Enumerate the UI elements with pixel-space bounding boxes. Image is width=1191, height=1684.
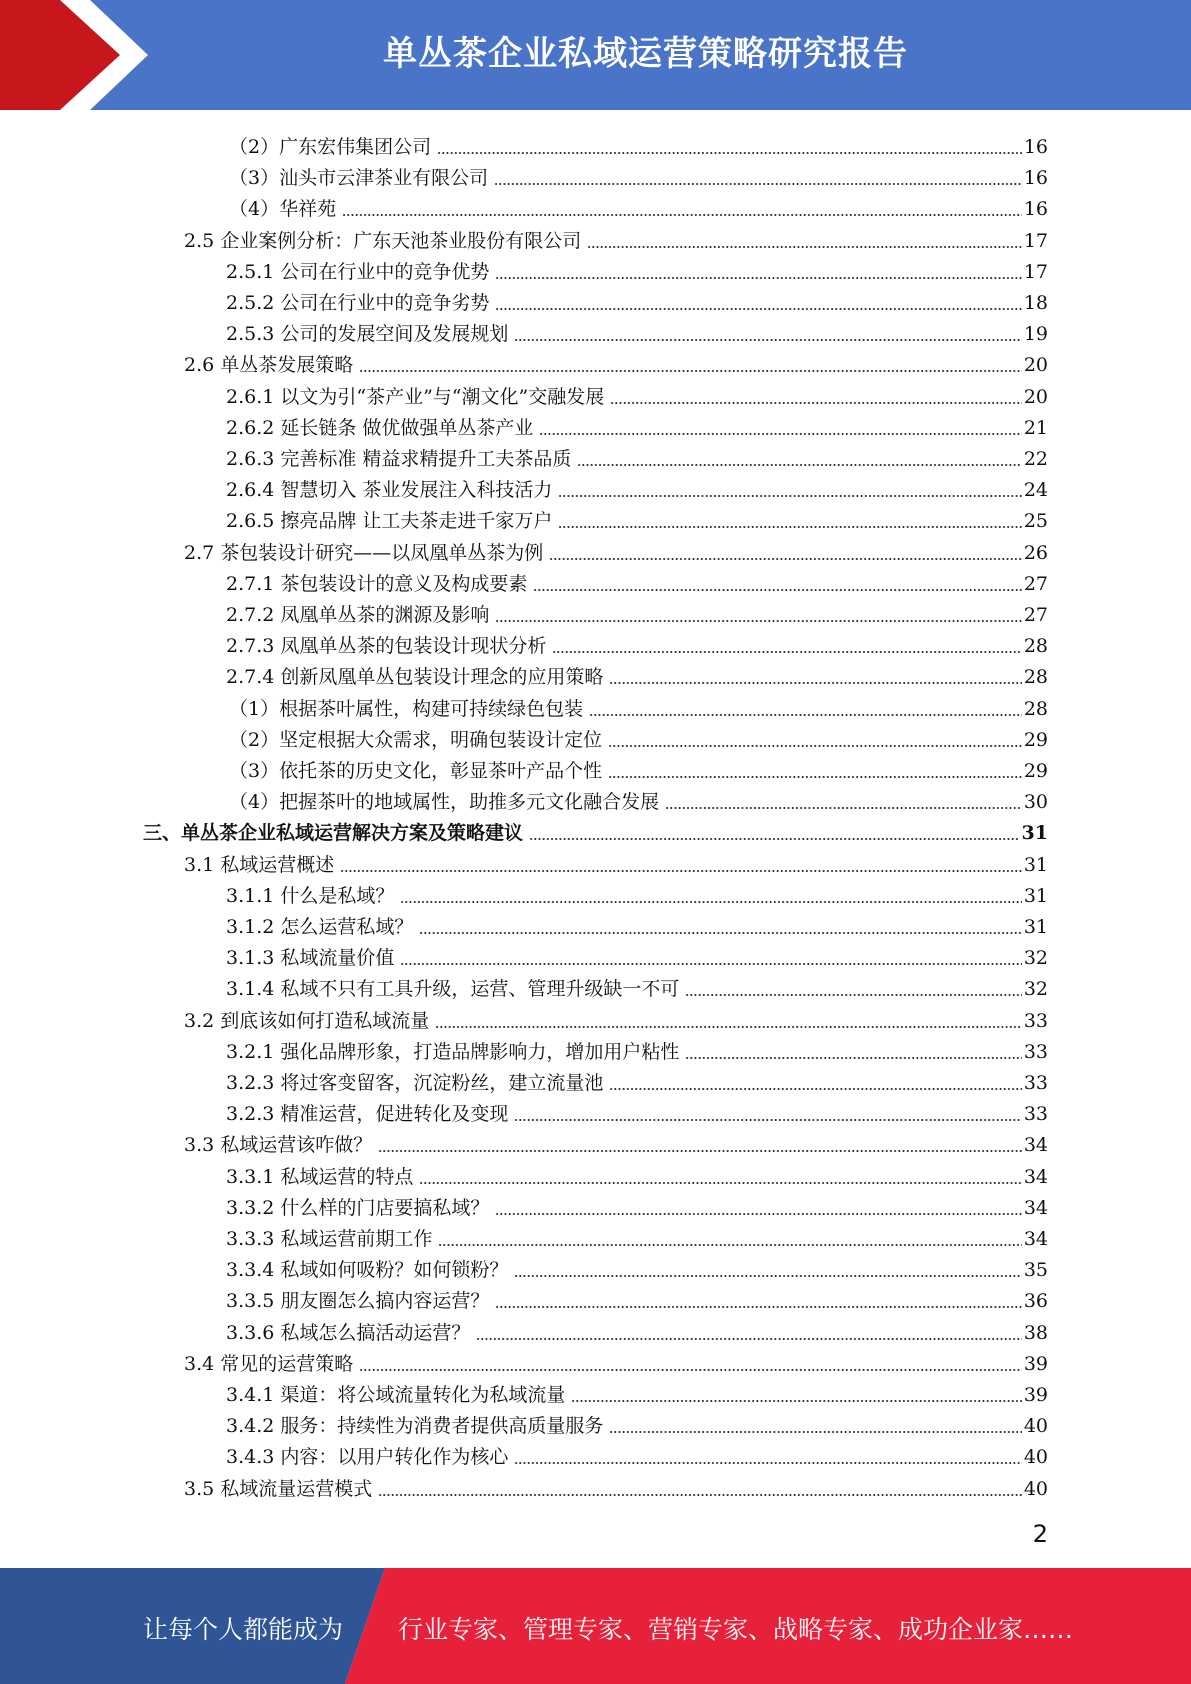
toc-entry[interactable]	[226, 1064, 1048, 1095]
toc-entry-title: 2.5.2 公司在行业中的竞争劣势	[226, 292, 490, 314]
toc-entry-title: 3.5 私域流量运营模式	[184, 1477, 373, 1500]
toc-entry-page: 17	[1023, 260, 1048, 283]
toc-entry-page: 16	[1023, 136, 1048, 158]
toc-dot-leader	[400, 901, 1021, 903]
toc-entry[interactable]	[226, 502, 1048, 533]
toc-dot-leader	[435, 1026, 1022, 1028]
toc-entry-title: 3.1.1 什么是私域？	[226, 884, 395, 907]
toc-entry-title: 3.3.6 私域怎么搞活动运营？	[226, 1321, 471, 1344]
toc-entry[interactable]	[226, 1189, 1048, 1220]
toc-dot-leader	[609, 682, 1021, 684]
toc-entry[interactable]	[226, 315, 1048, 346]
toc-entry-title: （4）华祥苑	[229, 198, 337, 221]
toc-entry-title: 3.3 私域运营该咋做？	[184, 1134, 373, 1157]
toc-entry[interactable]	[226, 471, 1048, 502]
toc-dot-leader	[609, 1088, 1021, 1090]
toc-entry-title: 2.7.2 凤凰单丛茶的渊源及影响	[226, 604, 490, 626]
toc-entry[interactable]	[226, 1251, 1048, 1282]
toc-entry[interactable]	[226, 596, 1048, 627]
toc-entry-title: （2）广东宏伟集团公司	[229, 136, 432, 158]
footer-slogan-left: 让每个人都能成为	[143, 1615, 344, 1644]
toc-entry-page: 33	[1023, 1103, 1048, 1126]
page-footer	[0, 1568, 1191, 1684]
toc-entry-title: 3.1 私域运营概述	[184, 853, 335, 876]
toc-dot-leader	[609, 1431, 1021, 1433]
toc-entry-page: 38	[1023, 1321, 1048, 1344]
toc-dot-leader	[419, 1182, 1021, 1184]
toc-entry[interactable]	[229, 128, 1048, 159]
toc-entry[interactable]	[226, 1438, 1048, 1469]
toc-entry-page: 34	[1023, 1134, 1048, 1157]
toc-entry-title: 3.2.3 精准运营，促进转化及变现	[226, 1103, 509, 1126]
toc-dot-leader	[514, 1119, 1021, 1121]
toc-entry[interactable]	[184, 534, 1048, 565]
toc-entry-page: 28	[1023, 666, 1048, 689]
toc-entry-page: 36	[1023, 1290, 1048, 1313]
toc-dot-leader	[549, 558, 1022, 560]
toc-entry-title: 3.4.2 服务：持续性为消费者提供高质量服务	[226, 1415, 604, 1438]
toc-entry[interactable]	[226, 565, 1048, 596]
toc-entry-page: 31	[1023, 853, 1048, 876]
toc-dot-leader	[533, 589, 1021, 591]
toc-entry[interactable]	[226, 440, 1048, 471]
toc-entry-title: （3）汕头市云津茶业有限公司	[229, 167, 489, 190]
toc-entry[interactable]	[229, 190, 1048, 221]
toc-entry[interactable]	[143, 814, 1048, 845]
toc-entry-page: 40	[1023, 1477, 1048, 1500]
toc-entry[interactable]	[226, 378, 1048, 409]
toc-dot-leader	[577, 464, 1021, 466]
toc-dot-leader	[608, 745, 1022, 747]
toc-entry-title: 2.6.5 擦亮品牌 让工夫茶走进千家万户	[226, 510, 553, 533]
toc-entry[interactable]	[229, 690, 1048, 721]
toc-entry-page: 31	[1023, 916, 1048, 938]
toc-entry-title: 2.7.3 凤凰单丛茶的包装设计现状分析	[226, 635, 547, 658]
page-header	[0, 0, 1191, 110]
toc-entry[interactable]	[226, 1407, 1048, 1438]
toc-entry[interactable]	[184, 1126, 1048, 1157]
toc-entry-title: （3）依托茶的历史文化，彰显茶叶产品个性	[229, 760, 603, 782]
toc-entry-page: 31	[1021, 822, 1048, 845]
toc-entry-page: 16	[1023, 167, 1048, 190]
toc-entry-page: 32	[1023, 947, 1048, 970]
toc-entry[interactable]	[184, 222, 1048, 253]
toc-entry-title: 3.4.1 渠道：将公域流量转化为私域流量	[226, 1384, 566, 1406]
toc-entry-title: 2.6.2 延长链条 做优做强单丛茶产业	[226, 416, 534, 439]
toc-entry-page: 35	[1023, 1259, 1048, 1282]
toc-entry-title: 3.3.3 私域运营前期工作	[226, 1228, 433, 1250]
toc-dot-leader	[587, 246, 1022, 248]
toc-dot-leader	[495, 277, 1021, 279]
toc-entry[interactable]	[226, 970, 1048, 1001]
toc-entry-title: 2.6.3 完善标准 精益求精提升工夫茶品质	[226, 448, 572, 470]
toc-entry[interactable]	[184, 1002, 1048, 1033]
toc-entry[interactable]	[229, 752, 1048, 783]
toc-entry-page: 20	[1023, 385, 1048, 408]
toc-entry-title: （4）把握茶叶的地域属性，助推多元文化融合发展	[229, 791, 660, 814]
toc-entry[interactable]	[226, 1376, 1048, 1407]
toc-dot-leader	[558, 526, 1021, 528]
toc-dot-leader	[495, 1306, 1021, 1308]
page-number: 2	[1032, 1520, 1048, 1548]
toc-entry[interactable]	[184, 1345, 1048, 1376]
toc-entry[interactable]	[229, 721, 1048, 752]
toc-entry[interactable]	[226, 1158, 1048, 1189]
toc-entry-title: 2.5.1 公司在行业中的竞争优势	[226, 260, 490, 283]
toc-entry-page: 28	[1023, 635, 1048, 658]
toc-entry-page: 27	[1023, 604, 1048, 626]
toc-entry[interactable]	[184, 1470, 1048, 1501]
toc-dot-leader	[608, 776, 1022, 778]
toc-entry-page: 18	[1023, 292, 1048, 314]
toc-entry-page: 22	[1023, 448, 1048, 470]
toc-entry-page: 31	[1023, 884, 1048, 907]
toc-entry-page: 20	[1023, 354, 1048, 377]
toc-entry-title: 三、单丛茶企业私域运营解决方案及策略建议	[143, 822, 524, 845]
footer-slogan-right: 行业专家、管理专家、营销专家、战略专家、成功企业家……	[398, 1615, 1074, 1644]
toc-entry-page: 39	[1023, 1352, 1048, 1375]
toc-entry-title: 2.7.4 创新凤凰单丛包装设计理念的应用策略	[226, 666, 604, 689]
toc-entry-page: 39	[1023, 1384, 1048, 1406]
toc-entry-title: 3.1.3 私域流量价值	[226, 947, 395, 970]
toc-entry[interactable]	[229, 783, 1048, 814]
toc-entry-title: （1）根据茶叶属性，构建可持续绿色包装	[229, 697, 584, 720]
toc-entry-page: 29	[1023, 760, 1048, 782]
toc-entry-title: 2.5 企业案例分析：广东天池茶业股份有限公司	[184, 229, 582, 252]
toc-entry[interactable]	[184, 346, 1048, 377]
toc-entry[interactable]	[226, 877, 1048, 908]
toc-entry[interactable]	[226, 939, 1048, 970]
toc-dot-leader	[419, 932, 1021, 934]
toc-entry-page: 24	[1023, 479, 1048, 502]
toc-entry[interactable]	[226, 908, 1048, 939]
toc-entry-page: 40	[1023, 1446, 1048, 1469]
toc-entry-title: 3.2 到底该如何打造私域流量	[184, 1009, 430, 1032]
toc-entry-title: 3.3.1 私域运营的特点	[226, 1165, 414, 1188]
toc-entry-page: 17	[1023, 229, 1048, 252]
toc-dot-leader	[495, 620, 1021, 622]
toc-dot-leader	[514, 1462, 1021, 1464]
toc-entry-title: 3.2.1 强化品牌形象，打造品牌影响力，增加用户粘性	[226, 1040, 680, 1063]
toc-entry-page: 19	[1023, 323, 1048, 346]
toc-entry[interactable]	[184, 846, 1048, 877]
toc-entry-title: 2.6.1 以文为引“茶产业”与“潮文化”交融发展	[226, 385, 605, 408]
toc-entry-page: 33	[1023, 1040, 1048, 1063]
toc-entry-page: 29	[1023, 728, 1048, 751]
toc-dot-leader	[514, 1275, 1021, 1277]
toc-dot-leader	[552, 651, 1021, 653]
toc-dot-leader	[378, 1494, 1022, 1496]
toc-entry[interactable]	[226, 658, 1048, 689]
toc-entry-title: 3.3.4 私域如何吸粉？如何锁粉？	[226, 1259, 509, 1282]
toc-entry-page: 40	[1023, 1415, 1048, 1438]
toc-entry[interactable]	[226, 1033, 1048, 1064]
toc-entry-page: 30	[1023, 791, 1048, 814]
toc-entry-page: 26	[1023, 541, 1048, 564]
toc-entry-title: 2.7 茶包装设计研究——以凤凰单丛茶为例	[184, 541, 544, 564]
toc-entry-page: 33	[1023, 1009, 1048, 1032]
toc-dot-leader	[558, 495, 1021, 497]
toc-entry-title: 2.5.3 公司的发展空间及发展规划	[226, 323, 509, 346]
toc-dot-leader	[437, 152, 1022, 154]
toc-dot-leader	[342, 214, 1022, 216]
toc-entry-title: 2.6.4 智慧切入 茶业发展注入科技活力	[226, 479, 553, 502]
toc-entry-title: 2.6 单丛茶发展策略	[184, 354, 354, 377]
toc-entry-page: 28	[1023, 697, 1048, 720]
toc-dot-leader	[589, 714, 1022, 716]
toc-dot-leader	[685, 1057, 1021, 1059]
toc-entry[interactable]	[226, 284, 1048, 315]
toc-entry-page: 34	[1023, 1165, 1048, 1188]
toc-dot-leader	[476, 1338, 1021, 1340]
toc-entry-page: 33	[1023, 1072, 1048, 1094]
toc-entry[interactable]	[226, 409, 1048, 440]
toc-entry[interactable]	[226, 253, 1048, 284]
toc-dot-leader	[400, 963, 1021, 965]
toc-dot-leader	[378, 1150, 1022, 1152]
toc-entry-page: 16	[1023, 198, 1048, 221]
toc-entry[interactable]	[226, 627, 1048, 658]
toc-entry-page: 34	[1023, 1196, 1048, 1219]
toc-dot-leader	[571, 1400, 1021, 1402]
toc-entry-title: 3.3.2 什么样的门店要搞私域？	[226, 1196, 490, 1219]
toc-dot-leader	[665, 807, 1022, 809]
toc-dot-leader	[529, 838, 1020, 840]
toc-dot-leader	[359, 1369, 1022, 1371]
toc-entry[interactable]	[226, 1095, 1048, 1126]
toc-dot-leader	[685, 994, 1021, 996]
toc-entry[interactable]	[226, 1282, 1048, 1313]
toc-entry-title: 3.1.4 私域不只有工具升级，运营、管理升级缺一不可	[226, 978, 680, 1001]
toc-entry-page: 34	[1023, 1228, 1048, 1250]
toc-dot-leader	[514, 339, 1021, 341]
toc-dot-leader	[495, 308, 1021, 310]
toc-entry-title: 3.1.2 怎么运营私域？	[226, 916, 414, 938]
toc-dot-leader	[610, 402, 1022, 404]
toc-entry-title: 3.4.3 内容：以用户转化作为核心	[226, 1446, 509, 1469]
toc-entry[interactable]	[229, 159, 1048, 190]
toc-dot-leader	[494, 183, 1022, 185]
toc-entry[interactable]	[226, 1314, 1048, 1345]
toc-entry-title: 3.4 常见的运营策略	[184, 1352, 354, 1375]
toc-entry-page: 27	[1023, 572, 1048, 595]
toc-dot-leader	[359, 370, 1022, 372]
toc-dot-leader	[495, 1213, 1021, 1215]
toc-dot-leader	[539, 433, 1021, 435]
toc-dot-leader	[438, 1244, 1021, 1246]
toc-entry-page: 25	[1023, 510, 1048, 533]
toc-entry-title: 3.3.5 朋友圈怎么搞内容运营？	[226, 1290, 490, 1313]
toc-entry[interactable]	[226, 1220, 1048, 1251]
toc-entry-title: 3.2.3 将过客变留客，沉淀粉丝，建立流量池	[226, 1072, 604, 1094]
toc-entry-page: 32	[1023, 978, 1048, 1001]
toc-entry-page: 21	[1023, 416, 1048, 439]
toc-dot-leader	[340, 870, 1022, 872]
toc-entry-title: （2）坚定根据大众需求，明确包装设计定位	[229, 728, 603, 751]
report-title: 单丛茶企业私域运营策略研究报告	[383, 34, 908, 74]
toc-entry-title: 2.7.1 茶包装设计的意义及构成要素	[226, 572, 528, 595]
